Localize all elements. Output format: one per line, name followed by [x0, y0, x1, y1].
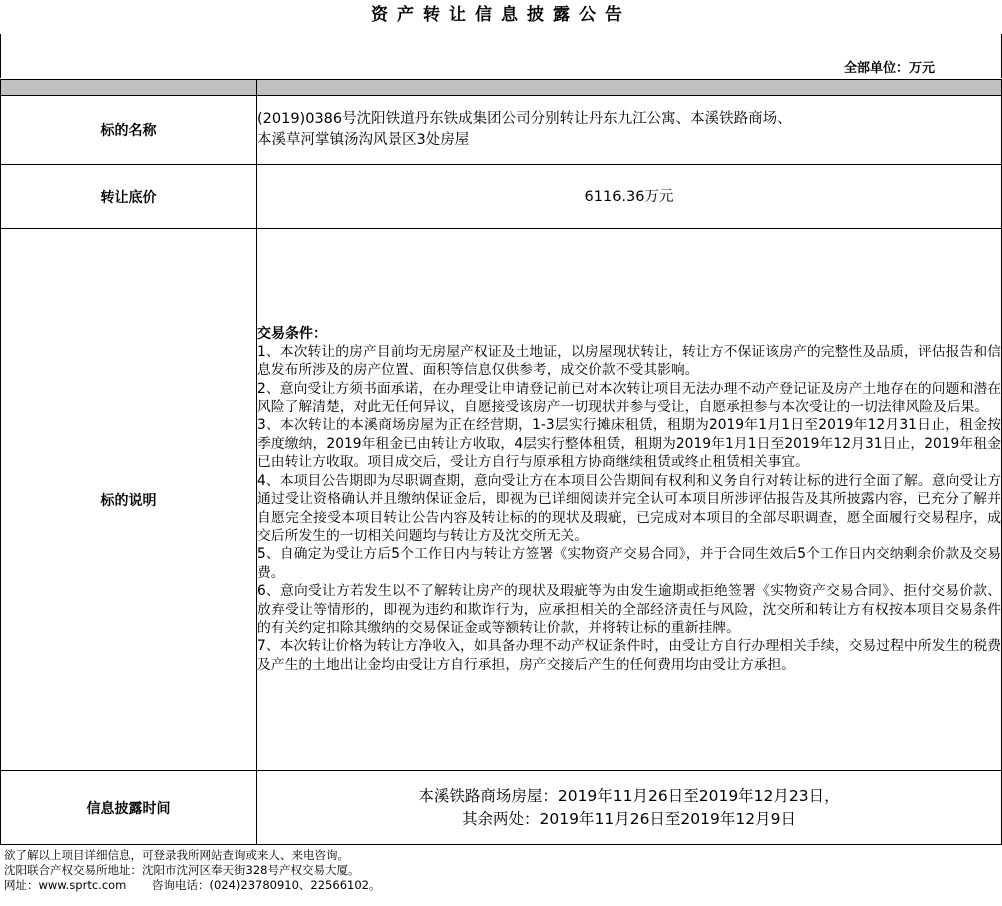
table-row-disclosure-time	[1, 771, 1002, 845]
unit-row	[0, 34, 1002, 78]
announcement-title	[0, 0, 1002, 34]
footer-line-address: 沈阳联合产权交易所地址：沈阳市沈河区奉天街328号产权交易大厦。	[4, 863, 360, 877]
condition-item-5: 5、自确定为受让方后5个工作日内与转让方签署《实物资产交易合同》，并于合同生效后5个工作日内交纳剩余价款及交易费。	[257, 546, 1001, 581]
disclosure-time-line-1: 本溪铁路商场房屋：2019年11月26日至2019年12月23日，	[418, 786, 840, 805]
announcement-title-text: 资产转让信息披露公告	[371, 5, 631, 25]
label-subject-description: 标的说明	[1, 229, 257, 771]
value-subject-name	[257, 96, 1002, 165]
condition-item-4: 4、本项目公告期即为尽职调查期，意向受让方在本项目公告期间有权利和义务自行对转让标的进行全面了解。意向受让方通过受让资格确认并且缴纳保证金后，即视为已详细阅读并完全认可本项目所涉评估报告及其所披露内容，已充分了解并自愿完全接受本项目转让公告内容及转让标的的现状及瑕疵，已完成对本项目的全部尽职调查，愿全面履行交易程序，成交后所发生的一切相关问题均与转让方及沈交所无关。	[257, 472, 1001, 544]
footer-notes	[4, 848, 1000, 893]
value-disclosure-time	[257, 771, 1002, 845]
label-disclosure-time: 信息披露时间	[1, 771, 257, 845]
gray-bar-divider	[256, 80, 257, 95]
table-row-description	[1, 229, 1002, 771]
unit-label: 全部单位：万元	[843, 61, 935, 76]
table-row-price	[1, 165, 1002, 229]
subject-name-line-2: 本溪草河掌镇汤沟风景区3处房屋	[257, 132, 470, 148]
header-gray-bar	[0, 79, 1002, 96]
value-reserve-price: 6116.36万元	[257, 165, 1002, 229]
label-reserve-price: 转让底价	[1, 165, 257, 229]
condition-item-6: 6、意向受让方若发生以不了解转让房产的现状及瑕疵等为由发生逾期或拒绝签署《实物资产交易合同》、拒付交易价款、放弃受让等情形的，即视为违约和欺诈行为，应承担相关的全部经济责任与风险，沈交所和转让方有权按本项目交易条件的有关约定扣除其缴纳的交易保证金或等额转让价款，并将转让标的重新挂牌。	[257, 583, 1001, 636]
trade-conditions-heading: 交易条件：	[257, 325, 327, 342]
condition-item-7: 7、本次转让价格为转让方净收入，如具备办理不动产权证条件时，由受让方自行办理相关手续，交易过程中所发生的税费及产生的土地出让金均由受让方自行承担，房产交接后产生的任何费用均由受让方承担。	[257, 638, 1001, 673]
footer-line-contact: 网址：www.sprtc.com 咨询电话：(024)23780910、22566102。	[4, 878, 381, 892]
footer-line-inquiry: 欲了解以上项目详细信息，可登录我所网站查询或来人、来电咨询。	[4, 848, 349, 862]
label-subject-name: 标的名称	[1, 96, 257, 165]
subject-name-line-1: (2019)0386号沈阳铁道丹东铁成集团公司分别转让丹东九江公寓、本溪铁路商场、	[257, 111, 792, 127]
disclosure-time-line-2: 其余两处：2019年11月26日至2019年12月9日	[462, 809, 796, 828]
info-table	[0, 95, 1002, 845]
value-subject-description	[257, 229, 1002, 771]
condition-item-2: 2、意向受让方须书面承诺，在办理受让申请登记前已对本次转让项目无法办理不动产登记证及房产土地存在的问题和潜在风险了解清楚，对此无任何异议，自愿接受该房产一切现状并参与受让，自愿承担参与本次受让的一切法律风险及后果。	[257, 380, 1001, 416]
condition-item-1: 1、本次转让的房产目前均无房屋产权证及土地证，以房屋现状转让，转让方不保证该房产的完整性及品质，评估报告和信息发布所涉及的房产位置、面积等信息仅供参考，成交价款不受其影响。	[257, 343, 1001, 379]
condition-item-3: 3、本次转让的本溪商场房屋为正在经营期，1-3层实行摊床租赁，租期为2019年1月1日至2019年12月31日止，租金按季度缴纳，2019年租金已由转让方收取，4层实行整体租赁，租期为2019年1月1日至2019年12月31日止，2019年租金已由转让方收取。项目成交后，受让方自行与原承租方协商继续租赁或终止租赁相关事宜。	[257, 417, 1001, 471]
table-row-name	[1, 96, 1002, 165]
